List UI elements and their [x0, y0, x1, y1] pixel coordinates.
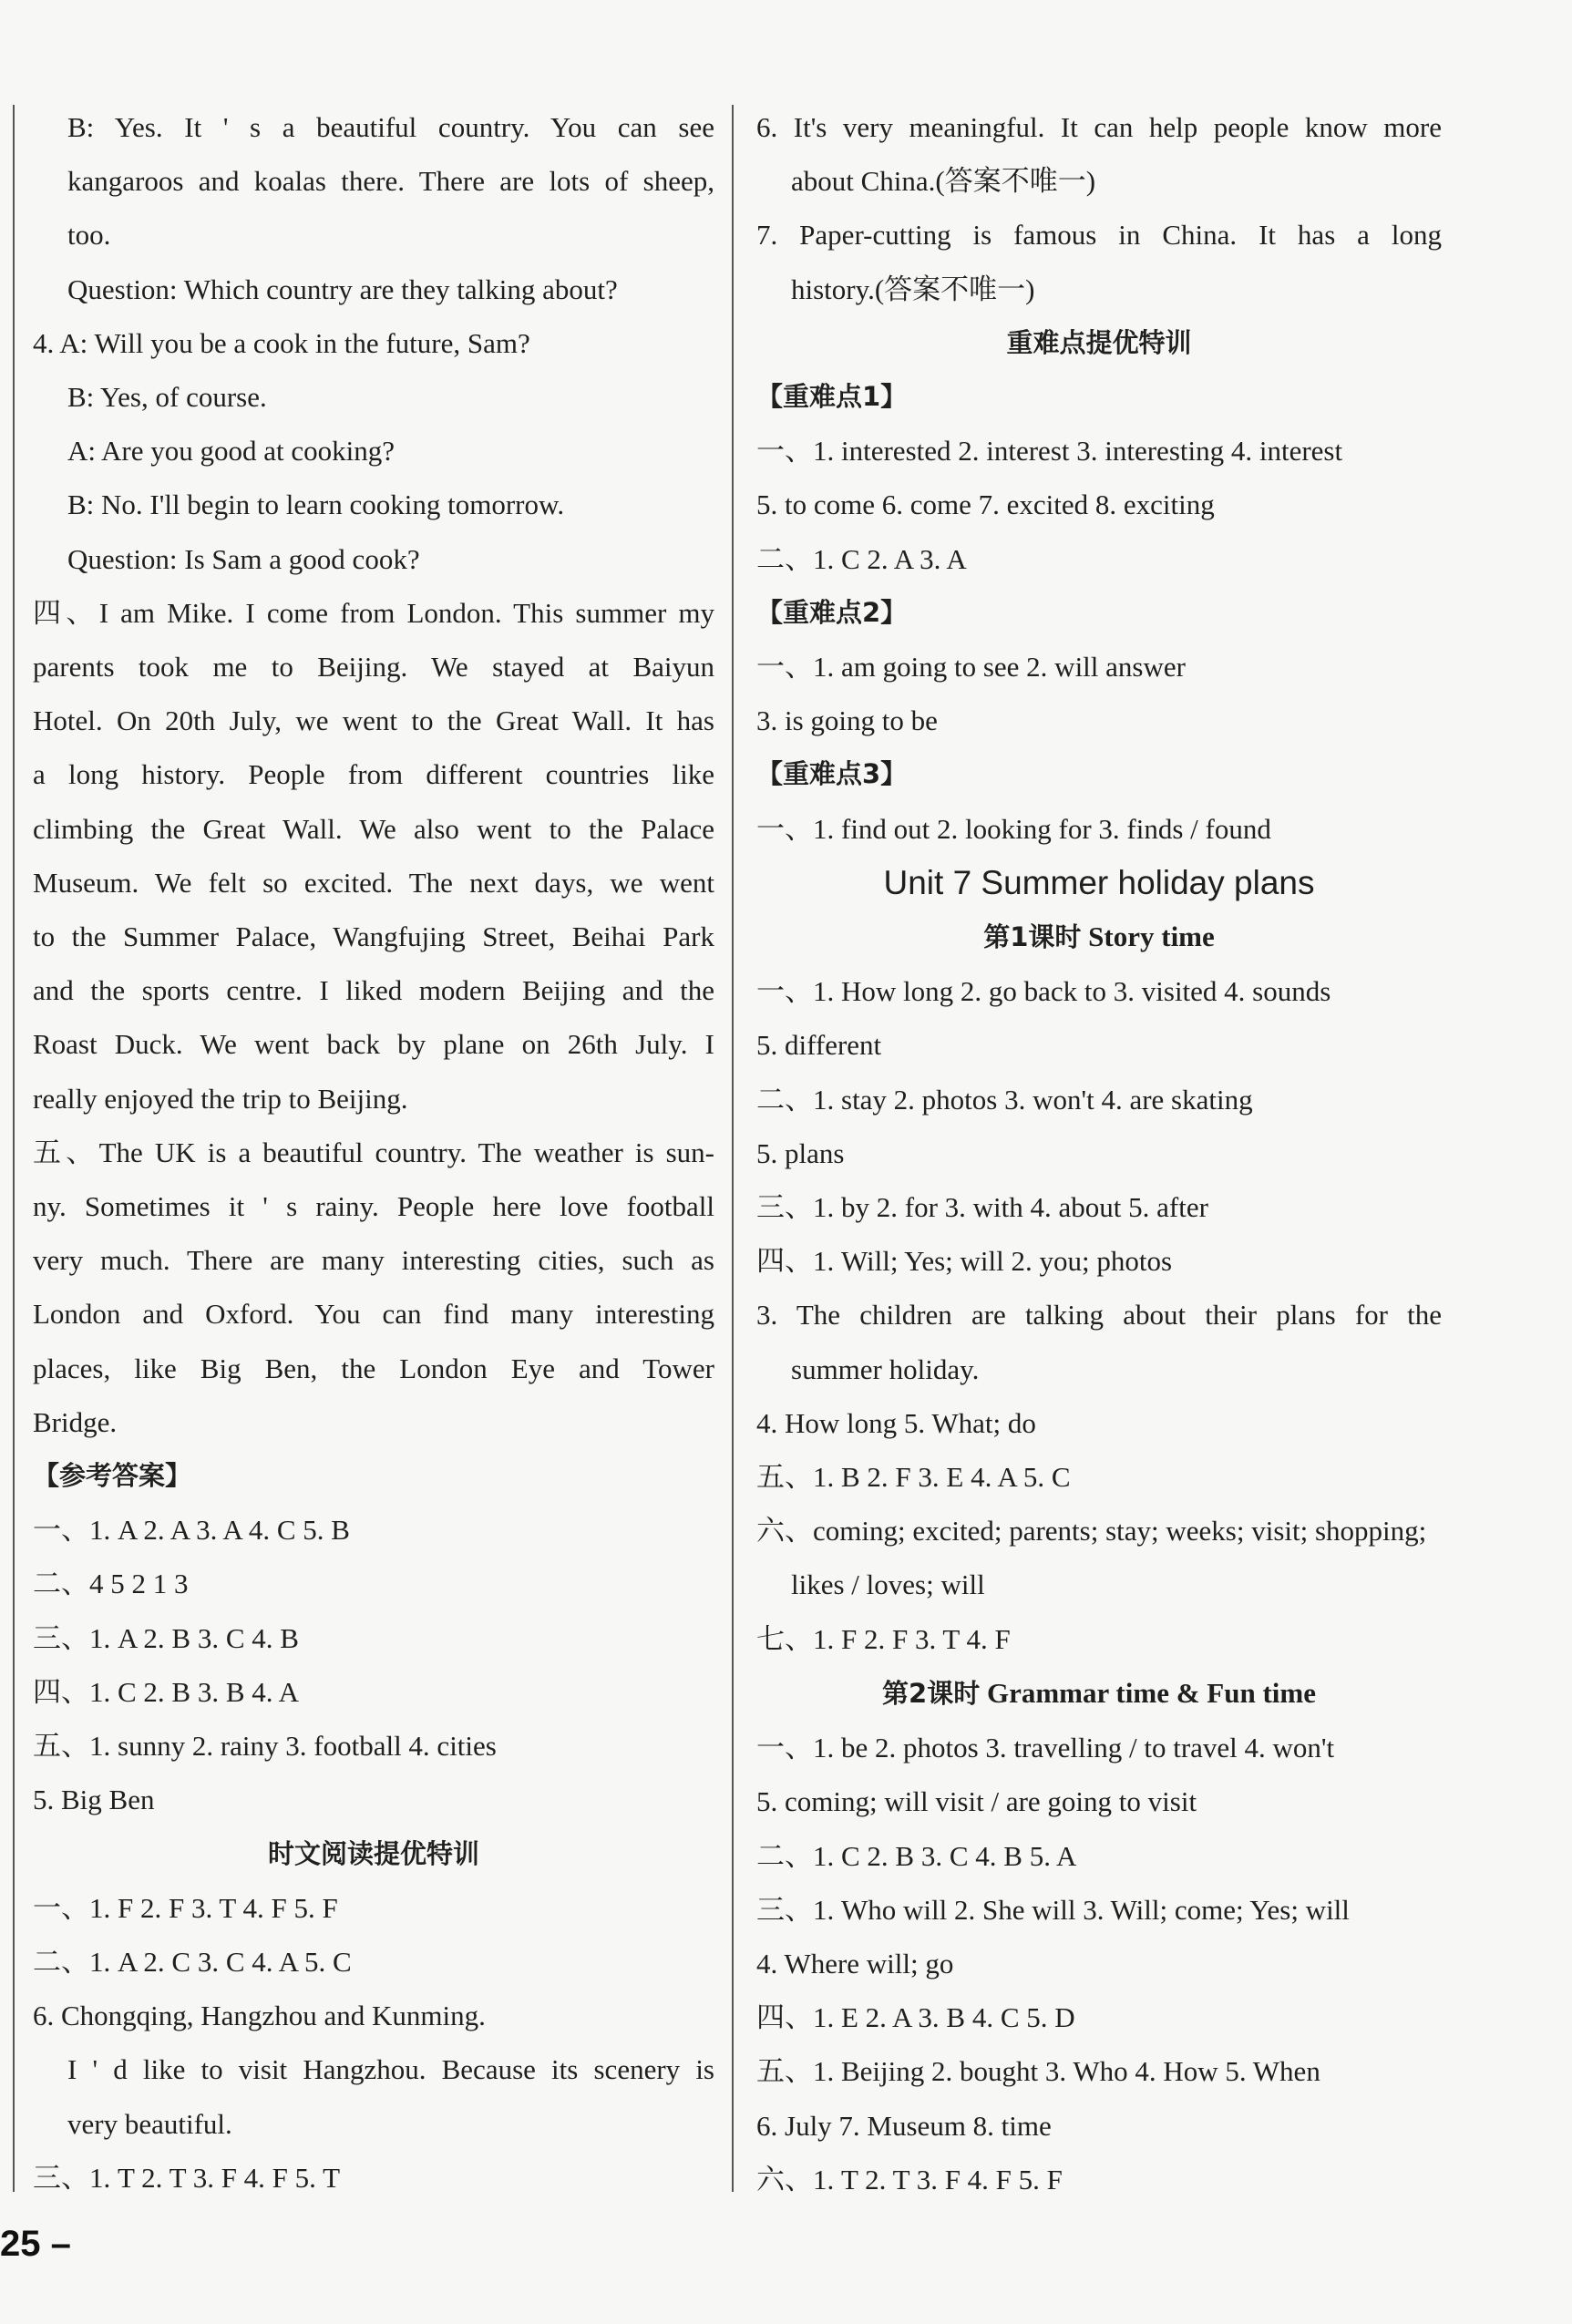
text-line: B: Yes, of course.	[67, 381, 267, 414]
text-line: 一、1. F 2. F 3. T 4. F 5. F	[33, 1891, 338, 1924]
text-line: climbing the Great Wall. We also went to the Palace	[33, 812, 714, 845]
text-line: 5. plans	[756, 1136, 845, 1169]
text-line: really enjoyed the trip to Beijing.	[33, 1082, 408, 1115]
text-line: 3. is going to be	[756, 704, 938, 737]
lesson-title: Grammar time & Fun time	[986, 1676, 1316, 1709]
text-line: London and Oxford. You can find many interesting	[33, 1298, 714, 1331]
text-line: 5. Big Ben	[33, 1784, 155, 1816]
text-line: 一、1. am going to see 2. will answer	[756, 651, 1186, 684]
lesson-title: Story time	[1088, 920, 1215, 953]
subsection-label: 【参考答案】	[33, 1460, 192, 1492]
text-line: B: Yes. It ' s a beautiful country. You can see	[67, 111, 714, 143]
lesson-number: 第2课时	[882, 1677, 981, 1709]
text-line: 一、1. A 2. A 3. A 4. C 5. B	[33, 1514, 350, 1547]
text-line: to the Summer Palace, Wangfujing Street, Beihai Park	[33, 920, 714, 953]
text-line: history.(答案不唯一)	[791, 273, 1035, 305]
subsection-label: 【重难点3】	[756, 758, 908, 790]
text-line: ny. Sometimes it ' s rainy. People here love football	[33, 1190, 714, 1223]
text-line: 6. Chongqing, Hangzhou and Kunming.	[33, 2000, 486, 2032]
text-line: and the sports centre. I liked modern Beijing and the	[33, 974, 714, 1007]
left-margin-rule	[13, 105, 15, 2192]
page-number: 25 –	[0, 2224, 71, 2264]
text-line: 七、1. F 2. F 3. T 4. F	[756, 1622, 1011, 1655]
text-line: 4. How long 5. What; do	[756, 1406, 1036, 1439]
text-line: 3. The children are talking about their plans for the	[756, 1299, 1442, 1332]
text-line: likes / loves; will	[791, 1568, 985, 1601]
text-line: 五、1. sunny 2. rainy 3. football 4. cities	[33, 1730, 497, 1763]
text-line: 四、1. C 2. B 3. B 4. A	[33, 1675, 299, 1708]
section-heading: 时文阅读提优特训	[267, 1837, 479, 1869]
section-heading: 重难点提优特训	[1006, 326, 1192, 358]
text-line: very beautiful.	[67, 2107, 232, 2140]
text-line: 5. coming; will visit / are going to visit	[756, 1785, 1197, 1818]
text-line: 五、1. B 2. F 3. E 4. A 5. C	[756, 1461, 1071, 1494]
text-line: 5. different	[756, 1029, 882, 1062]
text-line: very much. There are many interesting cities, such as	[33, 1244, 714, 1277]
text-line: 四、I am Mike. I come from London. This summer my	[33, 596, 714, 629]
text-line: 五、The UK is a beautiful country. The weather is sun-	[33, 1136, 714, 1168]
text-line: 7. Paper-cutting is famous in China. It has a long	[756, 219, 1442, 252]
text-line: 二、1. A 2. C 3. C 4. A 5. C	[33, 1945, 352, 1978]
text-line: 二、1. stay 2. photos 3. won't 4. are skating	[756, 1083, 1253, 1116]
text-line: 4. Where will; go	[756, 1947, 954, 1980]
text-line: too.	[67, 219, 111, 252]
text-line: about China.(答案不唯一)	[791, 165, 1096, 198]
text-line: 6. It's very meaningful. It can help people know more	[756, 111, 1442, 143]
lesson-heading	[756, 910, 1442, 964]
lesson-number: 第1课时	[983, 921, 1082, 953]
text-line: 5. to come 6. come 7. excited 8. exciting	[756, 488, 1215, 521]
text-line: 四、1. Will; Yes; will 2. you; photos	[756, 1245, 1173, 1278]
text-line: places, like Big Ben, the London Eye and Tower	[33, 1352, 714, 1384]
text-line: 六、coming; excited; parents; stay; weeks; visit; shopping;	[756, 1515, 1427, 1548]
text-line: 六、1. T 2. T 3. F 4. F 5. F	[756, 2163, 1063, 2195]
subsection-label: 【重难点2】	[756, 596, 908, 628]
unit-title: Unit 7 Summer holiday plans	[883, 863, 1315, 901]
text-line: kangaroos and koalas there. There are lots of sheep,	[67, 165, 714, 198]
text-line: a long history. People from different countries like	[33, 758, 714, 791]
text-line: 4. A: Will you be a cook in the future, Sam?	[33, 326, 530, 359]
text-line: 三、1. Who will 2. She will 3. Will; come; Yes; will	[756, 1893, 1350, 1926]
text-line: Question: Which country are they talking about?	[67, 273, 618, 305]
text-line: 二、4 5 2 1 3	[33, 1568, 189, 1600]
text-line: 四、1. E 2. A 3. B 4. C 5. D	[756, 2001, 1075, 2034]
text-line: 一、1. interested 2. interest 3. interesting 4. interest	[756, 435, 1343, 468]
text-line: 6. July 7. Museum 8. time	[756, 2109, 1052, 2142]
text-line: parents took me to Beijing. We stayed at Baiyun	[33, 651, 714, 684]
text-line: 五、1. Beijing 2. bought 3. Who 4. How 5. When	[756, 2055, 1320, 2088]
column-divider	[732, 105, 734, 2192]
text-line: I ' d like to visit Hangzhou. Because its scenery is	[67, 2053, 714, 2086]
right-column	[756, 100, 1442, 2206]
text-line: summer holiday.	[791, 1352, 980, 1385]
lesson-heading	[756, 1666, 1442, 1721]
text-line: 三、1. T 2. T 3. F 4. F 5. T	[33, 2161, 341, 2194]
text-line: 二、1. C 2. B 3. C 4. B 5. A	[756, 1839, 1077, 1872]
text-line: Question: Is Sam a good cook?	[67, 542, 420, 575]
left-column	[33, 100, 714, 2205]
text-line: A: Are you good at cooking?	[67, 435, 396, 468]
text-line: 二、1. C 2. A 3. A	[756, 542, 967, 575]
text-line: Bridge.	[33, 1405, 118, 1438]
text-line: 三、1. by 2. for 3. with 4. about 5. after	[756, 1191, 1208, 1224]
text-line: 一、1. be 2. photos 3. travelling / to travel 4. won't	[756, 1732, 1335, 1764]
text-line: Roast Duck. We went back by plane on 26th July. I	[33, 1028, 714, 1061]
text-line: 三、1. A 2. B 3. C 4. B	[33, 1621, 299, 1654]
text-line: B: No. I'll begin to learn cooking tomorrow.	[67, 488, 565, 521]
text-line: Museum. We felt so excited. The next days, we went	[33, 866, 714, 899]
text-line: 一、1. find out 2. looking for 3. finds / found	[756, 812, 1271, 845]
subsection-label: 【重难点1】	[756, 381, 908, 413]
text-line: 一、1. How long 2. go back to 3. visited 4. sounds	[756, 975, 1331, 1008]
text-line: Hotel. On 20th July, we went to the Great Wall. It has	[33, 704, 714, 737]
